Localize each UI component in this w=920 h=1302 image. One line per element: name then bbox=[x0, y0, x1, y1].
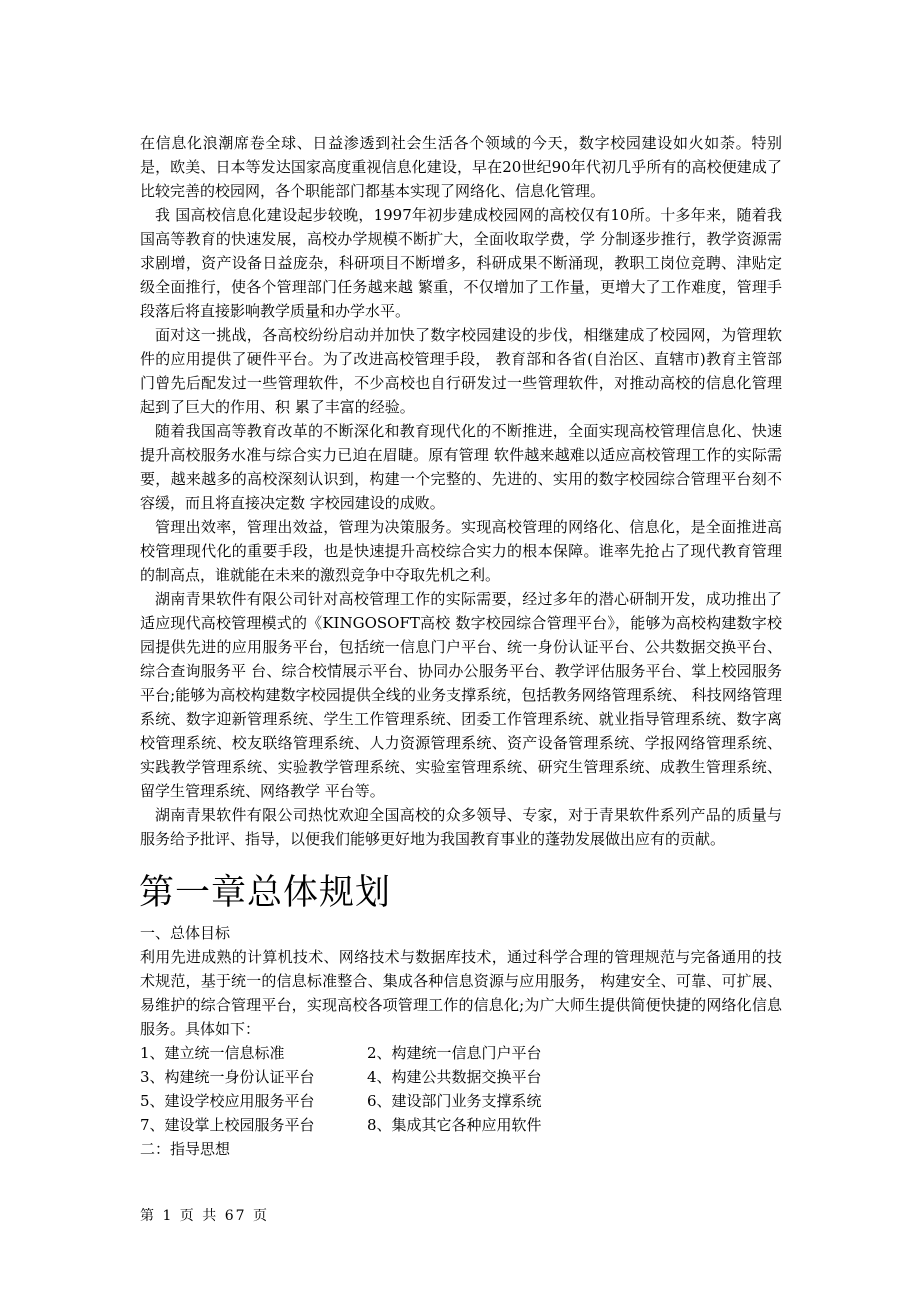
section-heading-goals: 一、总体目标 bbox=[140, 924, 231, 942]
intro-paragraph-5: 管理出效率，管理出效益，管理为决策服务。实现高校管理的网络化、信息化，是全面推进高校管理现代化的重要手段，也是快速提升高校综合实力的根本保障。谁率先抢占了现代教育管理的制高点，谁就能在未来的激烈竞争中夺取先机之利。 bbox=[140, 518, 782, 584]
page-number-footer: 第 1 页 共 67 页 bbox=[140, 1208, 269, 1224]
intro-paragraph-6: 湖南青果软件有限公司针对高校管理工作的实际需要，经过多年的潜心研制开发，成功推出了适应现代高校管理模式的《KINGOSOFT高校 数字校园综合管理平台》，能够为高校构建数字校园提供先进的应用服务平台，包括统一信息门户平台、统一身份认证平台、公共数据交换平台、综合查询服务平 台、综合校情展示平台、协同办公服务平台、教学评估服务平台、掌上校园服务平台;能够为高校构建数字校园提供全线的业务支撑系统，包括教务网络管理系统、 科技网络管理系统、数字迎新管理系统、学生工作管理系统、团委工作管理系统、就业指导管理系统、数字离校管理系统、校友联络管理系统、人力资源管理系统、资产设备管理系统、学报网络管理系统、实践教学管理系统、实验教学管理系统、实验室管理系统、研究生管理系统、成教生管理系统、留学生管理系统、网络教学 平台等。 bbox=[140, 590, 782, 800]
goal-item-4: 4、构建公共数据交换平台 bbox=[367, 1068, 542, 1086]
intro-paragraph-2: 我 国高校信息化建设起步较晚，1997年初步建成校园网的高校仅有10所。十多年来，随着我国高等教育的快速发展，高校办学规模不断扩大，全面收取学费，学 分制逐步推行，教学资源需求剧增，资产设备日益庞杂，科研项目不断增多，科研成果不断涌现，教职工岗位竞聘、津贴定级全面推行，使各个管理部门任务越来越 繁重，不仅增加了工作量，更增大了工作难度，管理手段落后将直接影响教学质量和办学水平。 bbox=[140, 206, 782, 320]
chapter-title: 第一章总体规划 bbox=[139, 873, 392, 913]
intro-paragraph-1: 在信息化浪潮席卷全球、日益渗透到社会生活各个领域的今天，数字校园建设如火如荼。特别是，欧美、日本等发达国家高度重视信息化建设，早在20世纪90年代初几乎所有的高校便建成了比较完善的校园网，各个职能部门都基本实现了网络化、信息化管理。 bbox=[140, 134, 782, 200]
goal-item-6: 6、建设部门业务支撑系统 bbox=[367, 1092, 542, 1110]
list-item bbox=[140, 1041, 782, 1065]
goals-description: 利用先进成熟的计算机技术、网络技术与数据库技术，通过科学合理的管理规范与完备通用的技术规范，基于统一的信息标准整合、集成各种信息资源与应用服务， 构建安全、可靠、可扩展、易维护的综合管理平台，实现高校各项管理工作的信息化;为广大师生提供简便快捷的网络化信息服务。具体如下： bbox=[140, 948, 782, 1038]
document-page bbox=[140, 131, 782, 1161]
intro-paragraph-3: 面对这一挑战，各高校纷纷启动并加快了数字校园建设的步伐，相继建成了校园网，为管理软件的应用提供了硬件平台。为了改进高校管理手段， 教育部和各省(自治区、直辖市)教育主管部门曾先后配发过一些管理软件，不少高校也自行研发过一些管理软件，对推动高校的信息化管理起到了巨大的作用、积 累了丰富的经验。 bbox=[140, 326, 782, 416]
goal-item-7: 7、建设掌上校园服务平台 bbox=[140, 1116, 315, 1134]
goal-item-1: 1、建立统一信息标准 bbox=[140, 1044, 285, 1062]
list-item bbox=[140, 1089, 782, 1113]
goal-item-3: 3、构建统一身份认证平台 bbox=[140, 1068, 315, 1086]
intro-paragraph-7: 湖南青果软件有限公司热忱欢迎全国高校的众多领导、专家，对于青果软件系列产品的质量与服务给予批评、指导，以便我们能够更好地为我国教育事业的蓬勃发展做出应有的贡献。 bbox=[140, 806, 782, 848]
goal-item-8: 8、集成其它各种应用软件 bbox=[367, 1116, 542, 1134]
intro-paragraph-4: 随着我国高等教育改革的不断深化和教育现代化的不断推进，全面实现高校管理信息化、快速提升高校服务水准与综合实力已迫在眉睫。原有管理 软件越来越难以适应高校管理工作的实际需要，越来越多的高校深刻认识到，构建一个完整的、先进的、实用的数字校园综合管理平台刻不容缓，而且将直接决定数 字校园建设的成败。 bbox=[140, 422, 782, 512]
list-item bbox=[140, 1065, 782, 1089]
goals-list bbox=[140, 1041, 782, 1137]
list-item bbox=[140, 1113, 782, 1137]
section-heading-guiding-ideas: 二：指导思想 bbox=[140, 1140, 231, 1158]
goal-item-2: 2、构建统一信息门户平台 bbox=[367, 1044, 542, 1062]
goal-item-5: 5、建设学校应用服务平台 bbox=[140, 1092, 315, 1110]
